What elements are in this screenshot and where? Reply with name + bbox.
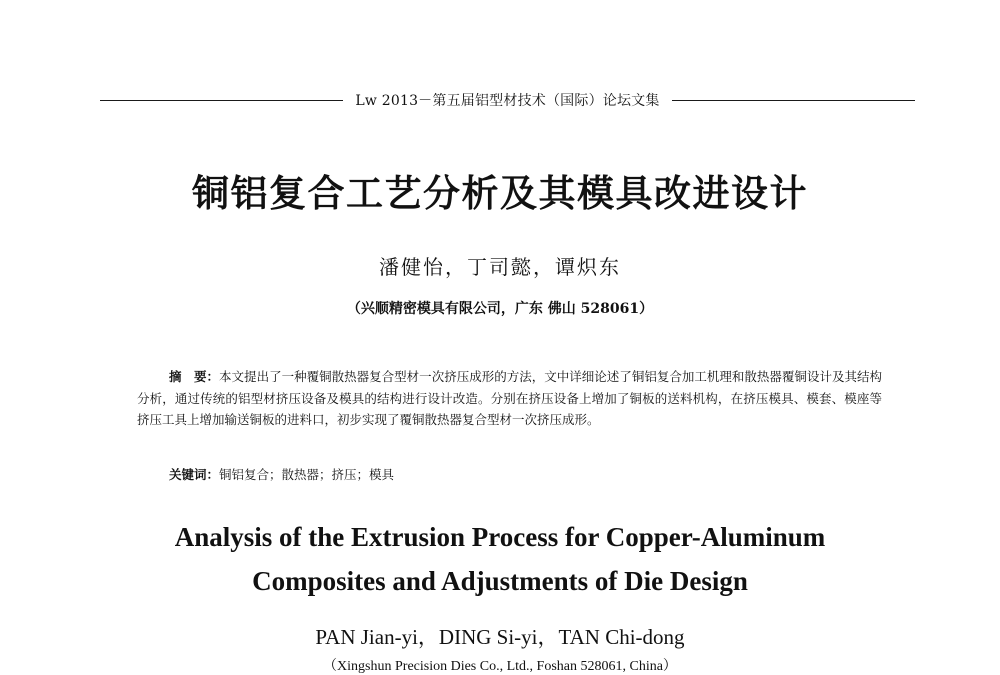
header-text: Lw 2013－第五届铝型材技术（国际）论坛文集 <box>355 93 660 109</box>
authors-cn: 潘健怡，丁司懿，谭炽东 <box>379 255 621 279</box>
affiliation-en: （Xingshun Precision Dies Co., Ltd., Foshan 528061, China） <box>323 659 677 674</box>
paper-title-en-line-2: Composites and Adjustments of Die Design <box>252 566 748 596</box>
keywords-cn <box>169 465 394 485</box>
keywords-text: 铜铝复合；散热器；挤压；模具 <box>219 467 395 482</box>
header-rule-right <box>672 100 915 101</box>
paper-title-en-line-1: Analysis of the Extrusion Process for Copper-Aluminum <box>174 522 826 552</box>
header-rule-left <box>100 100 343 101</box>
running-header <box>100 88 915 112</box>
keywords-label: 关键词： <box>169 467 220 482</box>
abstract-label: 摘 要： <box>169 369 220 384</box>
abstract-text: 本文提出了一种覆铜散热器复合型材一次挤压成形的方法，文中详细论述了铜铝复合加工机理和散热器覆铜设计及其结构分析，通过传统的铝型材挤压设备及模具的结构进行设计改造。分别在挤压设备上增加了铜板的送料机构，在挤压模具、模套、模座等挤压工具上增加输送铜板的进料口，初步实现了覆铜散热器复合型材一次挤压成形。 <box>137 369 882 427</box>
affiliation-cn: （兴顺精密模具有限公司，广东 佛山 528061） <box>346 301 654 317</box>
authors-en: PAN Jian-yi，DING Si-yi，TAN Chi-dong <box>315 625 685 649</box>
paper-title-en <box>0 515 1000 603</box>
abstract-cn <box>137 366 882 431</box>
paper-title-cn: 铜铝复合工艺分析及其模具改进设计 <box>192 171 808 215</box>
